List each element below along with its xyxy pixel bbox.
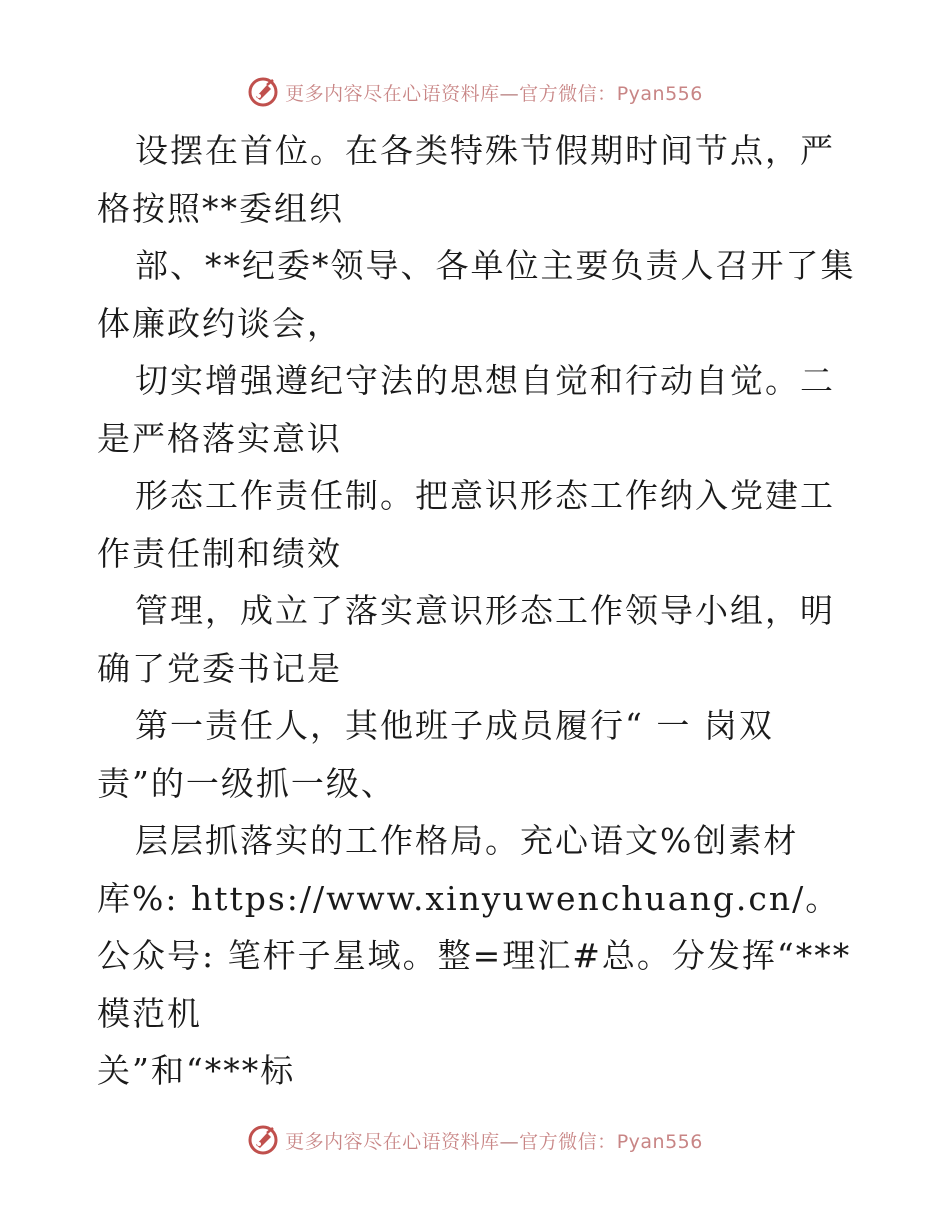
paragraph-8: 层层抓落实的工作格局。充心语文%创素材库%: https://www.xinyuwenchuang.cn/。公众号: 笔杆子星域。整=理汇#总。分发挥“***模范机 [97, 821, 852, 1033]
watermark-logo-icon [247, 76, 279, 108]
watermark-text [285, 1127, 703, 1154]
paragraph-4: 形态工作责任制。把意识形态工作纳入党建工作责任制和绩效 [97, 476, 835, 573]
watermark-official-label: 官方微信： [519, 1130, 617, 1153]
paragraph-3: 切实增强遵纪守法的思想自觉和行动自觉。二是严格落实意识 [97, 361, 835, 458]
paragraph-9: 关”和“***标 [97, 1051, 296, 1090]
watermark-main-text: 更多内容尽在心语资料库 [285, 1130, 500, 1153]
paragraph-1: 设摆在首位。在各类特殊节假期时间节点，严格按照**委组织 [97, 131, 835, 228]
paragraph-2: 部、**纪委*领导、各单位主要负责人召开了集体廉政约谈会， [97, 246, 856, 343]
watermark-text [285, 79, 703, 106]
paragraph-7: 责”的一级抓一级、 [97, 763, 396, 803]
watermark-dash: — [499, 1130, 520, 1153]
watermark-dash: — [499, 82, 520, 105]
watermark-account: Pyan556 [616, 82, 703, 105]
paragraph-6: 第一责任人，其他班子成员履行“ 一 岗双 [135, 706, 774, 745]
watermark-official-label: 官方微信： [519, 82, 617, 105]
paragraph-5: 管理，成立了落实意识形态工作领导小组，明确了党委书记是 [97, 591, 835, 688]
watermark-logo-icon [247, 1124, 279, 1156]
watermark-account: Pyan556 [616, 1130, 703, 1153]
watermark-main-text: 更多内容尽在心语资料库 [285, 82, 500, 105]
footer-watermark [0, 1120, 950, 1160]
header-watermark [0, 72, 950, 112]
document-body [97, 122, 857, 1100]
